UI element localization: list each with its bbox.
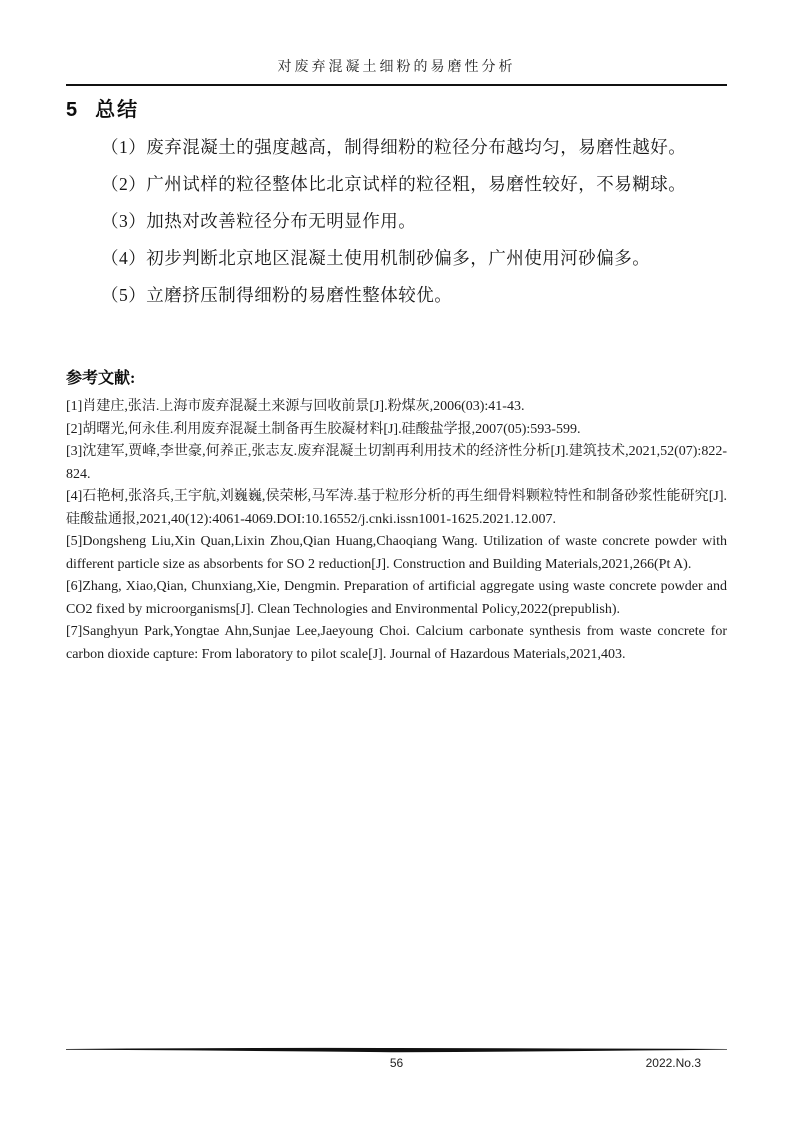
references-heading: 参考文献:	[66, 370, 136, 387]
references-list	[66, 396, 727, 666]
references-section	[66, 369, 727, 666]
conclusion-item-1: （1）废弃混凝土的强度越高，制得细粉的粒径分布越均匀，易磨性越好。	[101, 137, 687, 157]
section-number: 5	[66, 99, 80, 121]
conclusion-item-5: （5）立磨挤压制得细粉的易磨性整体较优。	[101, 285, 453, 305]
reference-item-4: [4]石艳柯,张洛兵,王宇航,刘巍巍,侯荣彬,马军涛.基于粒形分析的再生细骨料颗粒特性和制备砂浆性能研究[J].硅酸盐通报,2021,40(12):4061-4069.DOI:10.16552/j.cnki.issn1001-1625.2021.12.007.	[66, 489, 727, 527]
conclusion-item-2: （2）广州试样的粒径整体比北京试样的粒径粗，易磨性较好，不易糊球。	[101, 174, 687, 194]
reference-item-1: [1]肖建庄,张洁.上海市废弃混凝土来源与回收前景[J].粉煤灰,2006(03):41-43.	[66, 399, 525, 414]
reference-item-2: [2]胡曙光,何永佳.利用废弃混凝土制备再生胶凝材料[J].硅酸盐学报,2007(05):593-599.	[66, 421, 581, 437]
reference-item-3: [3]沈建军,贾峰,李世豪,何养正,张志友.废弃混凝土切割再利用技术的经济性分析[J].建筑技术,2021,52(07):822-824.	[66, 444, 727, 482]
footer-row	[66, 1056, 727, 1072]
running-header-title: 对废弃混凝土细粉的易磨性分析	[277, 60, 516, 75]
reference-item-6: [6]Zhang, Xiao,Qian, Chunxiang,Xie, Dengmin. Preparation of artificial aggregate using waste concrete powder and CO2 fixed by microorganisms[J]. Clean Technologies and Environmental Policy,2022(prepublish).	[66, 579, 727, 617]
page-content	[66, 0, 727, 666]
issue-label: 2022.No.3	[645, 1056, 701, 1070]
section-title: 总结	[95, 99, 140, 121]
page-number: 56	[389, 1056, 404, 1070]
conclusion-list	[66, 138, 727, 305]
footer-rule	[66, 1046, 727, 1054]
reference-item-7: [7]Sanghyun Park,Yongtae Ahn,Sunjae Lee,Jaeyoung Choi. Calcium carbonate synthesis from waste concrete for carbon dioxide capture: From laboratory to pilot scale[J]. Journal of Hazardous Materials,2021,403.	[66, 624, 727, 662]
reference-item-5: [5]Dongsheng Liu,Xin Quan,Lixin Zhou,Qian Huang,Chaoqiang Wang. Utilization of waste concrete powder with different particle size as absorbents for SO 2 reduction[J]. Construction and Building Materials,2021,266(Pt A).	[66, 534, 727, 572]
page-footer	[66, 1046, 727, 1072]
conclusion-item-3: （3）加热对改善粒径分布无明显作用。	[101, 211, 417, 231]
section-heading	[66, 93, 727, 122]
header-rule	[66, 84, 727, 86]
conclusion-item-4: （4）初步判断北京地区混凝土使用机制砂偏多，广州使用河砂偏多。	[101, 248, 651, 268]
